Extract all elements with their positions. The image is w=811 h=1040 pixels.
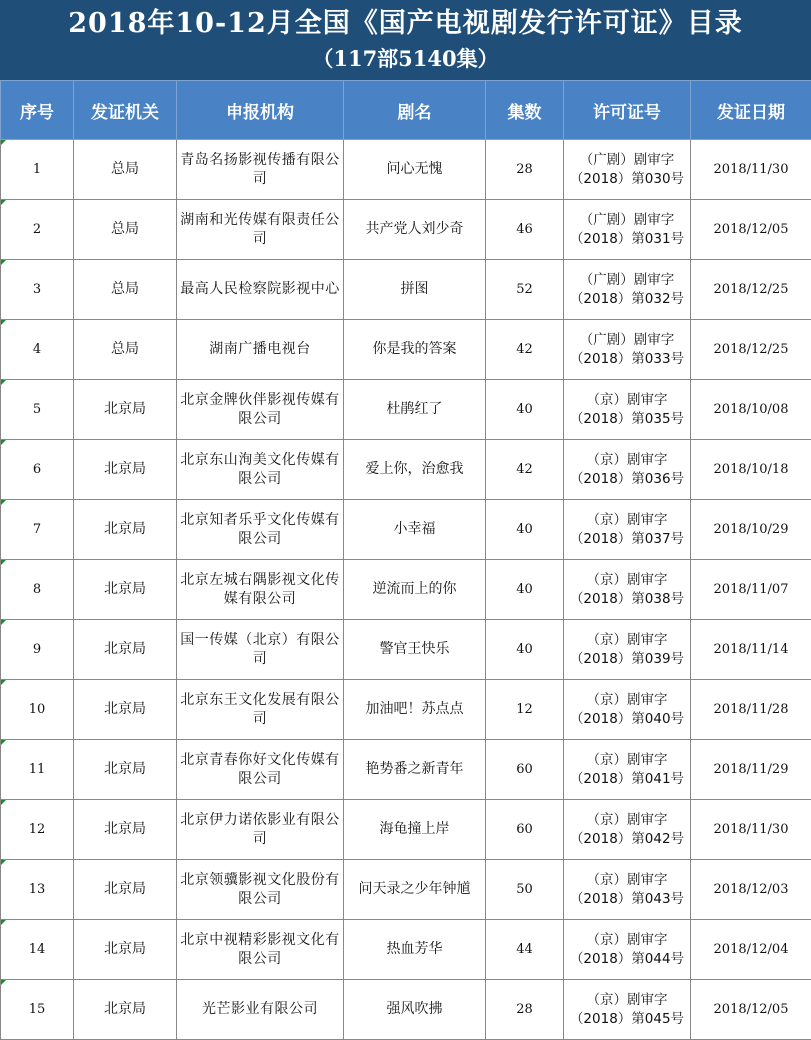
cell-license <box>564 560 691 620</box>
cell-org <box>177 860 344 920</box>
cell-date-text: 2018/12/03 <box>713 882 789 897</box>
cell-date <box>691 620 811 680</box>
cell-date <box>691 980 811 1040</box>
cell-episodes-text: 52 <box>516 282 533 297</box>
cell-org-text: 北京青春你好文化传媒有限公司 <box>180 751 340 787</box>
cell-marker-icon <box>1 200 6 205</box>
cell-no-text: 7 <box>32 522 42 537</box>
column-header-date: 发证日期 <box>691 81 811 140</box>
cell-marker-icon <box>1 620 6 625</box>
table-row <box>1 140 811 200</box>
cell-org-text: 北京领骥影视文化股份有限公司 <box>180 871 340 907</box>
cell-no <box>1 620 74 680</box>
cell-episodes-text: 40 <box>516 642 533 657</box>
license-number: （2018）第044号 <box>569 950 685 967</box>
table-row <box>1 620 811 680</box>
cell-episodes-text: 50 <box>516 882 533 897</box>
cell-drama <box>344 800 486 860</box>
cell-no <box>1 200 74 260</box>
license-number: （2018）第031号 <box>569 230 685 247</box>
cell-date <box>691 800 811 860</box>
cell-episodes-text: 60 <box>516 762 533 777</box>
cell-license <box>564 260 691 320</box>
cell-authority-text: 北京局 <box>104 521 146 537</box>
table-row <box>1 440 811 500</box>
cell-authority <box>74 620 177 680</box>
cell-marker-icon <box>1 320 6 325</box>
cell-drama <box>344 500 486 560</box>
cell-drama <box>344 980 486 1040</box>
cell-org <box>177 260 344 320</box>
cell-authority <box>74 500 177 560</box>
cell-drama <box>344 680 486 740</box>
license-prefix: （京）剧审字 <box>586 811 668 828</box>
table-row <box>1 260 811 320</box>
cell-episodes <box>486 440 564 500</box>
cell-no <box>1 440 74 500</box>
cell-drama-text: 艳势番之新青年 <box>365 761 464 777</box>
license-prefix: （广剧）剧审字 <box>579 331 675 348</box>
cell-license <box>564 800 691 860</box>
cell-marker-icon <box>1 260 6 265</box>
cell-authority-text: 北京局 <box>104 641 146 657</box>
cell-authority-text: 总局 <box>111 161 139 177</box>
title-banner <box>0 0 811 80</box>
cell-authority <box>74 740 177 800</box>
cell-authority <box>74 560 177 620</box>
cell-no-text: 3 <box>32 282 42 297</box>
cell-marker-icon <box>1 440 6 445</box>
license-number: （2018）第037号 <box>569 530 685 547</box>
cell-date-text: 2018/10/08 <box>713 402 789 417</box>
cell-episodes-text: 28 <box>516 162 533 177</box>
cell-no-text: 8 <box>32 582 42 597</box>
table-row <box>1 560 811 620</box>
cell-org <box>177 740 344 800</box>
cell-authority-text: 总局 <box>111 341 139 357</box>
cell-date-text: 2018/12/05 <box>713 222 789 237</box>
cell-org <box>177 980 344 1040</box>
cell-authority-text: 北京局 <box>104 701 146 717</box>
cell-marker-icon <box>1 560 6 565</box>
cell-no <box>1 860 74 920</box>
column-header-drama: 剧名 <box>344 81 486 140</box>
cell-license <box>564 200 691 260</box>
cell-drama-text: 热血芳华 <box>386 941 443 957</box>
cell-no-text: 11 <box>28 762 46 777</box>
license-number: （2018）第043号 <box>569 890 685 907</box>
cell-episodes <box>486 800 564 860</box>
cell-no <box>1 260 74 320</box>
page-subtitle: （117部5140集） <box>312 46 499 71</box>
page-title: 2018年10-12月全国《国产电视剧发行许可证》目录 <box>68 8 743 39</box>
cell-episodes <box>486 980 564 1040</box>
cell-episodes <box>486 140 564 200</box>
license-prefix: （广剧）剧审字 <box>579 211 675 228</box>
cell-authority-text: 北京局 <box>104 581 146 597</box>
license-number: （2018）第039号 <box>569 650 685 667</box>
license-prefix: （广剧）剧审字 <box>579 151 675 168</box>
cell-date-text: 2018/11/14 <box>713 642 789 657</box>
cell-drama <box>344 140 486 200</box>
column-header-episodes: 集数 <box>486 81 564 140</box>
cell-date <box>691 380 811 440</box>
cell-episodes-text: 12 <box>516 702 533 717</box>
cell-episodes-text: 46 <box>516 222 533 237</box>
cell-drama-text: 杜鹃红了 <box>386 401 443 417</box>
cell-org <box>177 140 344 200</box>
license-number: （2018）第032号 <box>569 290 685 307</box>
cell-org-text: 国一传媒（北京）有限公司 <box>180 631 340 667</box>
cell-license <box>564 860 691 920</box>
cell-authority <box>74 380 177 440</box>
table-row <box>1 200 811 260</box>
cell-org-text: 湖南和光传媒有限责任公司 <box>180 211 340 247</box>
table-row <box>1 380 811 440</box>
cell-episodes-text: 44 <box>516 942 533 957</box>
cell-org-text: 湖南广播电视台 <box>209 341 311 357</box>
cell-no <box>1 680 74 740</box>
cell-org-text: 北京东山洵美文化传媒有限公司 <box>180 451 340 487</box>
cell-date <box>691 740 811 800</box>
cell-no <box>1 140 74 200</box>
cell-authority <box>74 920 177 980</box>
cell-no-text: 12 <box>28 822 46 837</box>
cell-episodes <box>486 260 564 320</box>
cell-episodes <box>486 200 564 260</box>
license-number: （2018）第035号 <box>569 410 685 427</box>
cell-org <box>177 620 344 680</box>
cell-date-text: 2018/11/30 <box>713 162 789 177</box>
cell-episodes-text: 28 <box>516 1002 533 1017</box>
cell-org <box>177 380 344 440</box>
cell-authority <box>74 140 177 200</box>
cell-episodes <box>486 380 564 440</box>
column-header-org: 申报机构 <box>177 81 344 140</box>
cell-episodes-text: 42 <box>516 462 533 477</box>
cell-authority-text: 北京局 <box>104 941 146 957</box>
cell-org <box>177 560 344 620</box>
cell-episodes-text: 40 <box>516 402 533 417</box>
cell-drama <box>344 740 486 800</box>
cell-date <box>691 140 811 200</box>
cell-episodes <box>486 500 564 560</box>
license-number: （2018）第045号 <box>569 1010 685 1027</box>
cell-date <box>691 920 811 980</box>
cell-authority-text: 北京局 <box>104 821 146 837</box>
cell-drama-text: 警官王快乐 <box>379 641 450 657</box>
license-prefix: （京）剧审字 <box>586 511 668 528</box>
cell-date-text: 2018/11/28 <box>713 702 789 717</box>
cell-org-text: 北京左城右隅影视文化传媒有限公司 <box>180 571 340 607</box>
cell-date <box>691 560 811 620</box>
cell-no-text: 5 <box>32 402 42 417</box>
cell-drama <box>344 560 486 620</box>
cell-no-text: 14 <box>28 942 46 957</box>
cell-drama-text: 你是我的答案 <box>372 341 457 357</box>
cell-org <box>177 200 344 260</box>
cell-episodes <box>486 620 564 680</box>
license-prefix: （京）剧审字 <box>586 931 668 948</box>
cell-no <box>1 320 74 380</box>
cell-date-text: 2018/12/25 <box>713 342 789 357</box>
cell-authority-text: 总局 <box>111 281 139 297</box>
table-body <box>1 140 811 1040</box>
cell-org-text: 光芒影业有限公司 <box>202 1001 318 1017</box>
column-header-license: 许可证号 <box>564 81 691 140</box>
cell-marker-icon <box>1 980 6 985</box>
cell-drama <box>344 200 486 260</box>
cell-no-text: 10 <box>28 702 46 717</box>
cell-drama <box>344 860 486 920</box>
license-number: （2018）第041号 <box>569 770 685 787</box>
cell-license <box>564 920 691 980</box>
cell-authority <box>74 200 177 260</box>
license-prefix: （京）剧审字 <box>586 571 668 588</box>
license-prefix: （京）剧审字 <box>586 751 668 768</box>
cell-drama-text: 爱上你，治愈我 <box>365 461 464 477</box>
cell-episodes-text: 42 <box>516 342 533 357</box>
cell-authority <box>74 320 177 380</box>
cell-org-text: 北京知者乐乎文化传媒有限公司 <box>180 511 340 547</box>
table-row <box>1 920 811 980</box>
cell-org-text: 北京金牌伙伴影视传媒有限公司 <box>180 391 340 427</box>
cell-authority-text: 北京局 <box>104 1001 146 1017</box>
cell-episodes-text: 40 <box>516 582 533 597</box>
license-prefix: （京）剧审字 <box>586 991 668 1008</box>
cell-drama-text: 海龟撞上岸 <box>379 821 450 837</box>
cell-license <box>564 620 691 680</box>
cell-date-text: 2018/10/29 <box>713 522 789 537</box>
cell-drama <box>344 260 486 320</box>
cell-drama <box>344 440 486 500</box>
cell-date <box>691 260 811 320</box>
cell-marker-icon <box>1 680 6 685</box>
cell-org <box>177 800 344 860</box>
cell-date-text: 2018/12/04 <box>713 942 789 957</box>
license-number: （2018）第040号 <box>569 710 685 727</box>
cell-episodes-text: 60 <box>516 822 533 837</box>
cell-episodes <box>486 860 564 920</box>
cell-no-text: 15 <box>28 1002 46 1017</box>
cell-marker-icon <box>1 500 6 505</box>
cell-org-text: 北京伊力诺依影业有限公司 <box>180 811 340 847</box>
cell-no-text: 1 <box>32 162 42 177</box>
cell-no <box>1 920 74 980</box>
cell-authority <box>74 860 177 920</box>
license-number: （2018）第042号 <box>569 830 685 847</box>
cell-no <box>1 740 74 800</box>
cell-marker-icon <box>1 920 6 925</box>
cell-marker-icon <box>1 860 6 865</box>
cell-date-text: 2018/11/29 <box>713 762 789 777</box>
cell-drama-text: 加油吧！苏点点 <box>365 701 464 717</box>
cell-date-text: 2018/12/25 <box>713 282 789 297</box>
cell-marker-icon <box>1 740 6 745</box>
cell-date <box>691 860 811 920</box>
cell-no-text: 4 <box>32 342 42 357</box>
cell-no <box>1 800 74 860</box>
cell-date <box>691 200 811 260</box>
cell-no <box>1 560 74 620</box>
license-number: （2018）第033号 <box>569 350 685 367</box>
cell-org-text: 最高人民检察院影视中心 <box>180 281 340 297</box>
table-row <box>1 860 811 920</box>
cell-authority <box>74 800 177 860</box>
cell-license <box>564 680 691 740</box>
cell-date <box>691 500 811 560</box>
cell-org <box>177 440 344 500</box>
cell-authority <box>74 980 177 1040</box>
cell-authority <box>74 680 177 740</box>
cell-license <box>564 500 691 560</box>
cell-drama-text: 拼图 <box>400 281 429 297</box>
cell-drama-text: 逆流而上的你 <box>372 581 457 597</box>
cell-org-text: 青岛名扬影视传播有限公司 <box>180 151 340 187</box>
cell-date <box>691 320 811 380</box>
cell-license <box>564 140 691 200</box>
cell-drama-text: 共产党人刘少奇 <box>365 221 464 237</box>
cell-marker-icon <box>1 140 6 145</box>
cell-date-text: 2018/10/18 <box>713 462 789 477</box>
cell-drama <box>344 620 486 680</box>
cell-no-text: 9 <box>32 642 42 657</box>
cell-license <box>564 440 691 500</box>
license-prefix: （京）剧审字 <box>586 391 668 408</box>
cell-drama <box>344 380 486 440</box>
cell-drama <box>344 320 486 380</box>
license-number: （2018）第036号 <box>569 470 685 487</box>
cell-date <box>691 440 811 500</box>
cell-authority <box>74 440 177 500</box>
cell-authority-text: 总局 <box>111 221 139 237</box>
cell-episodes <box>486 680 564 740</box>
table-row <box>1 740 811 800</box>
license-table <box>0 80 811 1040</box>
cell-org <box>177 500 344 560</box>
cell-org-text: 北京中视精彩影视文化有限公司 <box>180 931 340 967</box>
cell-license <box>564 380 691 440</box>
license-prefix: （广剧）剧审字 <box>579 271 675 288</box>
cell-drama-text: 问天录之少年钟馗 <box>358 881 471 897</box>
cell-no-text: 13 <box>28 882 46 897</box>
cell-org <box>177 320 344 380</box>
cell-license <box>564 320 691 380</box>
cell-drama <box>344 920 486 980</box>
header-row <box>1 81 811 140</box>
cell-no-text: 2 <box>32 222 42 237</box>
cell-no <box>1 980 74 1040</box>
cell-license <box>564 740 691 800</box>
table-row <box>1 500 811 560</box>
license-prefix: （京）剧审字 <box>586 871 668 888</box>
cell-authority-text: 北京局 <box>104 761 146 777</box>
license-prefix: （京）剧审字 <box>586 691 668 708</box>
cell-authority <box>74 260 177 320</box>
table-row <box>1 980 811 1040</box>
cell-date-text: 2018/12/05 <box>713 1002 789 1017</box>
cell-org <box>177 920 344 980</box>
column-header-no: 序号 <box>1 81 74 140</box>
cell-episodes <box>486 560 564 620</box>
license-number: （2018）第038号 <box>569 590 685 607</box>
cell-episodes <box>486 920 564 980</box>
cell-marker-icon <box>1 380 6 385</box>
license-prefix: （京）剧审字 <box>586 451 668 468</box>
cell-authority-text: 北京局 <box>104 401 146 417</box>
cell-authority-text: 北京局 <box>104 881 146 897</box>
cell-drama-text: 强风吹拂 <box>386 1001 443 1017</box>
cell-authority-text: 北京局 <box>104 461 146 477</box>
cell-drama-text: 小幸福 <box>393 521 436 537</box>
cell-no <box>1 380 74 440</box>
cell-date <box>691 680 811 740</box>
license-number: （2018）第030号 <box>569 170 685 187</box>
column-header-authority: 发证机关 <box>74 81 177 140</box>
table-row <box>1 800 811 860</box>
table-row <box>1 680 811 740</box>
cell-org <box>177 680 344 740</box>
cell-marker-icon <box>1 800 6 805</box>
cell-drama-text: 问心无愧 <box>386 161 443 177</box>
cell-episodes-text: 40 <box>516 522 533 537</box>
cell-episodes <box>486 320 564 380</box>
table-row <box>1 320 811 380</box>
license-prefix: （京）剧审字 <box>586 631 668 648</box>
cell-no-text: 6 <box>32 462 42 477</box>
cell-date-text: 2018/11/30 <box>713 822 789 837</box>
cell-license <box>564 980 691 1040</box>
cell-org-text: 北京东王文化发展有限公司 <box>180 691 340 727</box>
cell-episodes <box>486 740 564 800</box>
cell-date-text: 2018/11/07 <box>713 582 789 597</box>
cell-no <box>1 500 74 560</box>
